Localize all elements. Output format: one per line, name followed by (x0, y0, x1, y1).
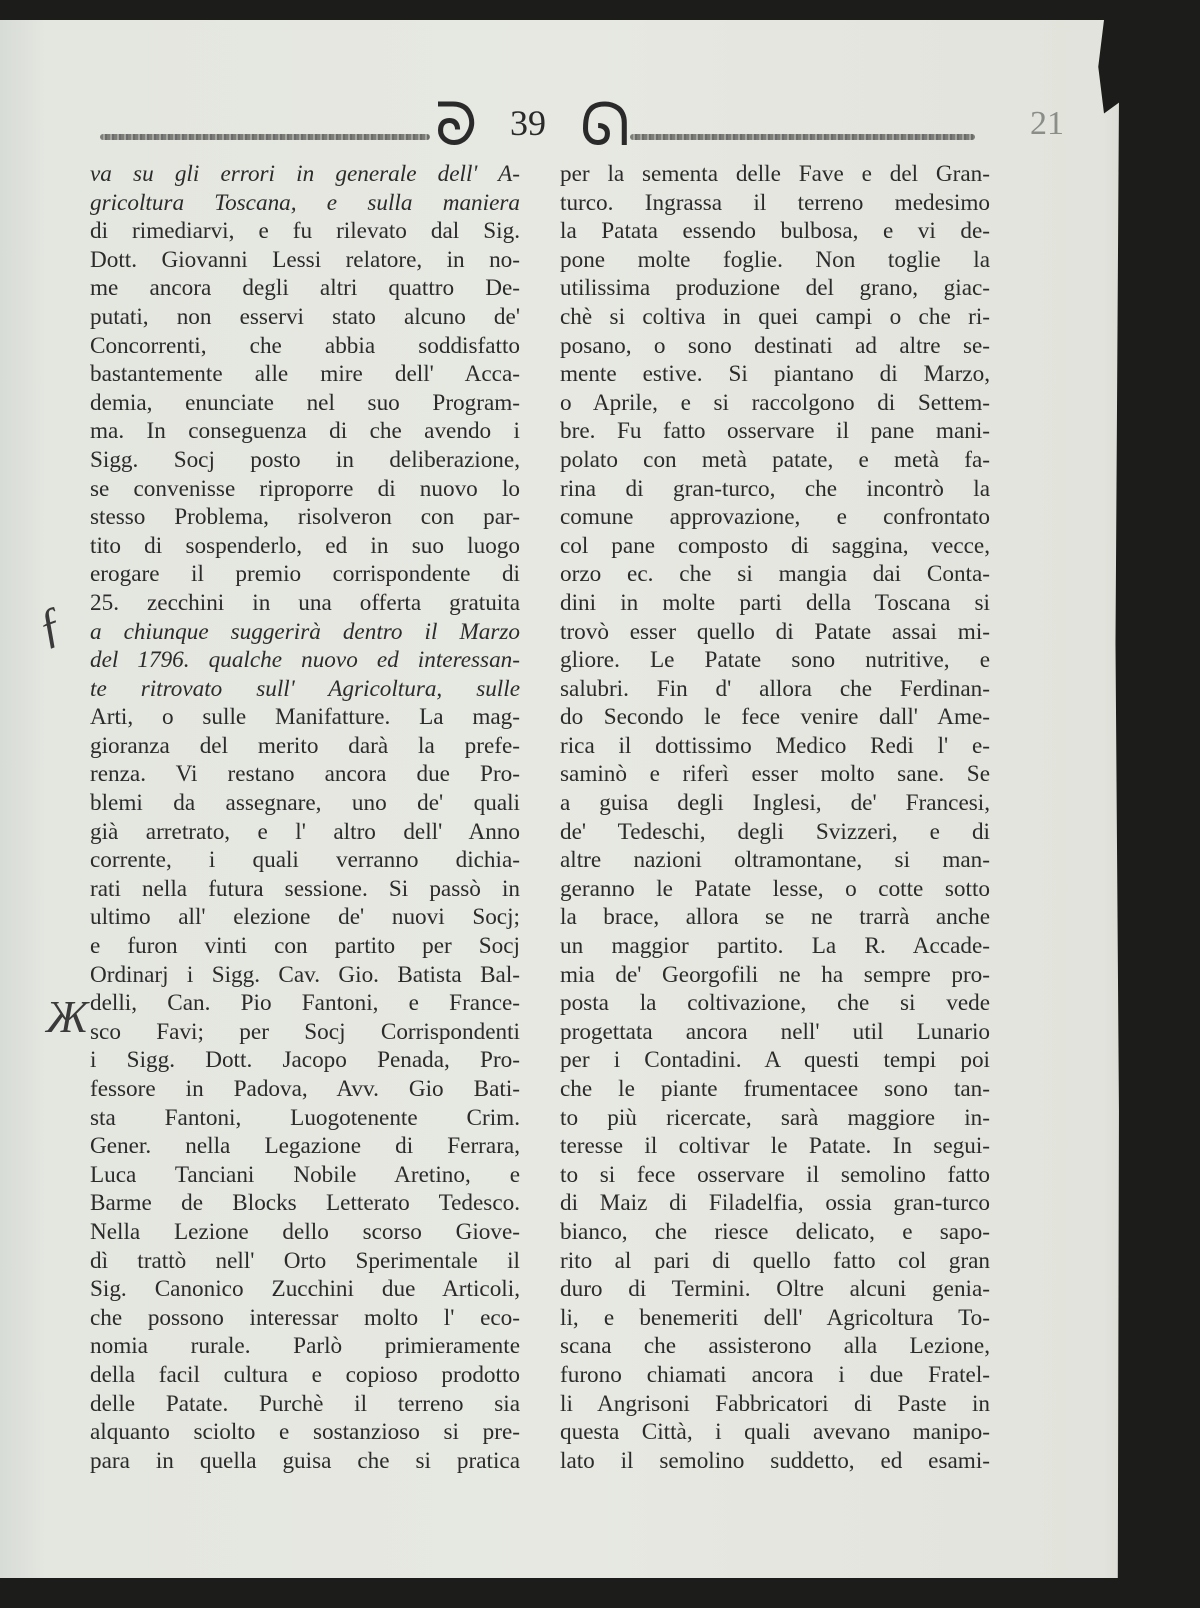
text-line: me ancora degli altri quattro De- (90, 275, 520, 302)
text-line: della facil cultura e copioso prodotto (90, 1361, 520, 1388)
text-line: li Angrisoni Fabbricatori di Paste in (560, 1390, 990, 1417)
text-line: fessore in Padova, Avv. Gio Bati- (90, 1076, 520, 1102)
text-line: se convenisse riproporre di nuovo lo (90, 475, 520, 502)
text-line: furono chiamati ancora i due Fratel- (560, 1361, 990, 1388)
ornament-left: ᘐ (435, 90, 478, 160)
header-rule-right (630, 134, 975, 140)
text-line: bre. Fu fatto osservare il pane mani- (560, 418, 990, 445)
text-line: dì trattò nell' Orto Sperimentale il (90, 1247, 520, 1274)
text-line: sta Fantoni, Luogotenente Crim. (90, 1104, 520, 1131)
sheet-number: 21 (1030, 105, 1064, 142)
text-line: pone molte foglie. Non toglie la (560, 246, 990, 273)
text-line: orzo ec. che si mangia dai Conta- (560, 561, 990, 588)
text-line: ultimo all' elezione de' nuovi Socj; (90, 904, 520, 931)
text-line: salubri. Fin d' allora che Ferdinan- (560, 675, 990, 702)
text-line: Nella Lezione dello scorso Giove- (90, 1218, 520, 1245)
text-line: la brace, allora se ne trarrà anche (560, 904, 990, 931)
text-line: rina di gran-turco, che incontrò la (560, 475, 990, 502)
text-line: gricoltura Toscana, e sulla maniera (90, 189, 520, 216)
text-line: to più ricercate, sarà maggiore in- (560, 1104, 990, 1131)
text-line: geranno le Patate lesse, o cotte sotto (560, 875, 990, 902)
page-header (90, 90, 990, 160)
text-line: un maggior partito. La R. Accade- (560, 933, 990, 960)
text-line: Ordinarj i Sigg. Cav. Gio. Batista Bal- (90, 961, 520, 988)
text-line: bianco, che riesce delicato, e sapo- (560, 1218, 990, 1245)
left-text-column (90, 160, 520, 1475)
text-line: chè si coltiva in quei campi o che ri- (560, 303, 990, 330)
text-line: per la sementa delle Fave e del Gran- (560, 161, 990, 187)
text-line: turco. Ingrassa il terreno medesimo (560, 189, 990, 216)
text-line: bastantemente alle mire dell' Acca- (90, 361, 520, 388)
text-line: a guisa degli Inglesi, de' Francesi, (560, 790, 990, 817)
text-line: scana che assisterono alla Lezione, (560, 1333, 990, 1360)
text-line: rica il dottissimo Medico Redi l' e- (560, 732, 990, 759)
text-line: delli, Can. Pio Fantoni, e France- (90, 990, 520, 1017)
text-line: e furon vinti con partito per Socj (90, 933, 520, 960)
text-line: Arti, o sulle Manifatture. La mag- (90, 704, 520, 731)
text-line: va su gli errori in generale dell' A- (90, 161, 520, 187)
text-line: polato con metà patate, e metà fa- (560, 446, 990, 473)
text-line: ma. In conseguenza di che avendo i (90, 418, 520, 445)
text-line: putati, non esservi stato alcuno de' (90, 303, 520, 330)
text-line: blemi da assegnare, uno de' quali (90, 790, 520, 817)
text-line: teresse il coltivar le Patate. In segui- (560, 1133, 990, 1160)
text-line: gioranza del merito darà la prefe- (90, 732, 520, 759)
text-line: delle Patate. Purchè il terreno sia (90, 1390, 520, 1417)
text-line: di rimediarvi, e fu rilevato dal Sig. (90, 218, 520, 245)
text-line: gliore. Le Patate sono nutritive, e (560, 647, 990, 674)
text-line: Concorrenti, che abbia soddisfatto (90, 332, 520, 359)
text-line: rati nella futura sessione. Si passò in (90, 875, 520, 902)
text-line: o Aprile, e si raccolgono di Settem- (560, 389, 990, 416)
text-line: tito di sospenderlo, ed in suo luogo (90, 532, 520, 559)
text-line: di Maiz di Filadelfia, ossia gran-turco (560, 1190, 990, 1217)
text-line: dini in molte parti della Toscana si (560, 589, 990, 616)
text-line: to si fece osservare il semolino fatto (560, 1161, 990, 1188)
text-line: Barme de Blocks Letterato Tedesco. (90, 1190, 520, 1217)
text-line: renza. Vi restano ancora due Pro- (90, 761, 520, 788)
text-line: Luca Tanciani Nobile Aretino, e (90, 1161, 520, 1188)
text-line: che le piante frumentacee sono tan- (560, 1076, 990, 1102)
text-line: te ritrovato sull' Agricoltura, sulle (90, 675, 520, 702)
text-line: trovò esser quello di Patate assai mi- (560, 618, 990, 645)
text-line: del 1796. qualche nuovo ed interessan- (90, 647, 520, 674)
text-line: corrente, i quali verranno dichia- (90, 847, 520, 874)
text-line: li, e benemeriti dell' Agricoltura To- (560, 1304, 990, 1331)
text-line: che possono interessar molto l' eco- (90, 1304, 520, 1331)
text-line: Gener. nella Legazione di Ferrara, (90, 1133, 520, 1160)
text-line: alquanto sciolto e sostanzioso si pre- (90, 1419, 520, 1446)
page-number: 39 (510, 103, 546, 143)
text-line: progettata ancora nell' util Lunario (560, 1018, 990, 1045)
text-line: i Sigg. Dott. Jacopo Penada, Pro- (90, 1047, 520, 1074)
header-rule-left (100, 134, 430, 140)
text-line: a chiunque suggerirà dentro il Marzo (90, 618, 520, 645)
text-line: rito al pari di quello fatto col gran (560, 1247, 990, 1274)
text-line: sco Favi; per Socj Corrispondenti (90, 1018, 520, 1045)
text-line: già arretrato, e l' altro dell' Anno (90, 818, 520, 845)
text-line: mente estive. Si piantano di Marzo, (560, 361, 990, 388)
text-line: saminò e riferì esser molto sane. Se (560, 761, 990, 788)
text-line: nomia rurale. Parlò primieramente (90, 1333, 520, 1360)
text-line: utilissima produzione del grano, giac- (560, 275, 990, 302)
text-line: para in quella guisa che si pratica (90, 1447, 520, 1474)
text-line: 25. zecchini in una offerta gratuita (90, 589, 520, 616)
text-line: demia, enunciate nel suo Program- (90, 389, 520, 416)
text-line: altre nazioni oltramontane, si man- (560, 847, 990, 874)
margin-mark: Ж (46, 991, 89, 1042)
text-line: stesso Problema, risolveron con par- (90, 504, 520, 531)
margin-mark: ƒ (29, 596, 71, 655)
text-line: duro di Termini. Oltre alcuni genia- (560, 1276, 990, 1303)
text-line: erogare il premio corrispondente di (90, 561, 520, 588)
text-line: comune approvazione, e confrontato (560, 504, 990, 531)
text-line: de' Tedeschi, degli Svizzeri, e di (560, 818, 990, 845)
ornament-right: ᘏ (580, 90, 630, 160)
text-line: lato il semolino suddetto, ed esami- (560, 1447, 990, 1474)
text-line: posta la coltivazione, che si vede (560, 990, 990, 1017)
text-line: mia de' Georgofili ne ha sempre pro- (560, 961, 990, 988)
text-line: do Secondo le fece venire dall' Ame- (560, 704, 990, 731)
text-line: Sig. Canonico Zucchini due Articoli, (90, 1276, 520, 1303)
text-line: la Patata essendo bulbosa, e vi de- (560, 218, 990, 245)
text-line: posano, o sono destinati ad altre se- (560, 332, 990, 359)
text-line: per i Contadini. A questi tempi poi (560, 1047, 990, 1074)
text-line: col pane composto di saggina, vecce, (560, 532, 990, 559)
text-line: Sigg. Socj posto in deliberazione, (90, 446, 520, 473)
text-line: questa Città, i quali avevano manipo- (560, 1419, 990, 1446)
text-line: Dott. Giovanni Lessi relatore, in no- (90, 246, 520, 273)
right-text-column (560, 160, 990, 1475)
